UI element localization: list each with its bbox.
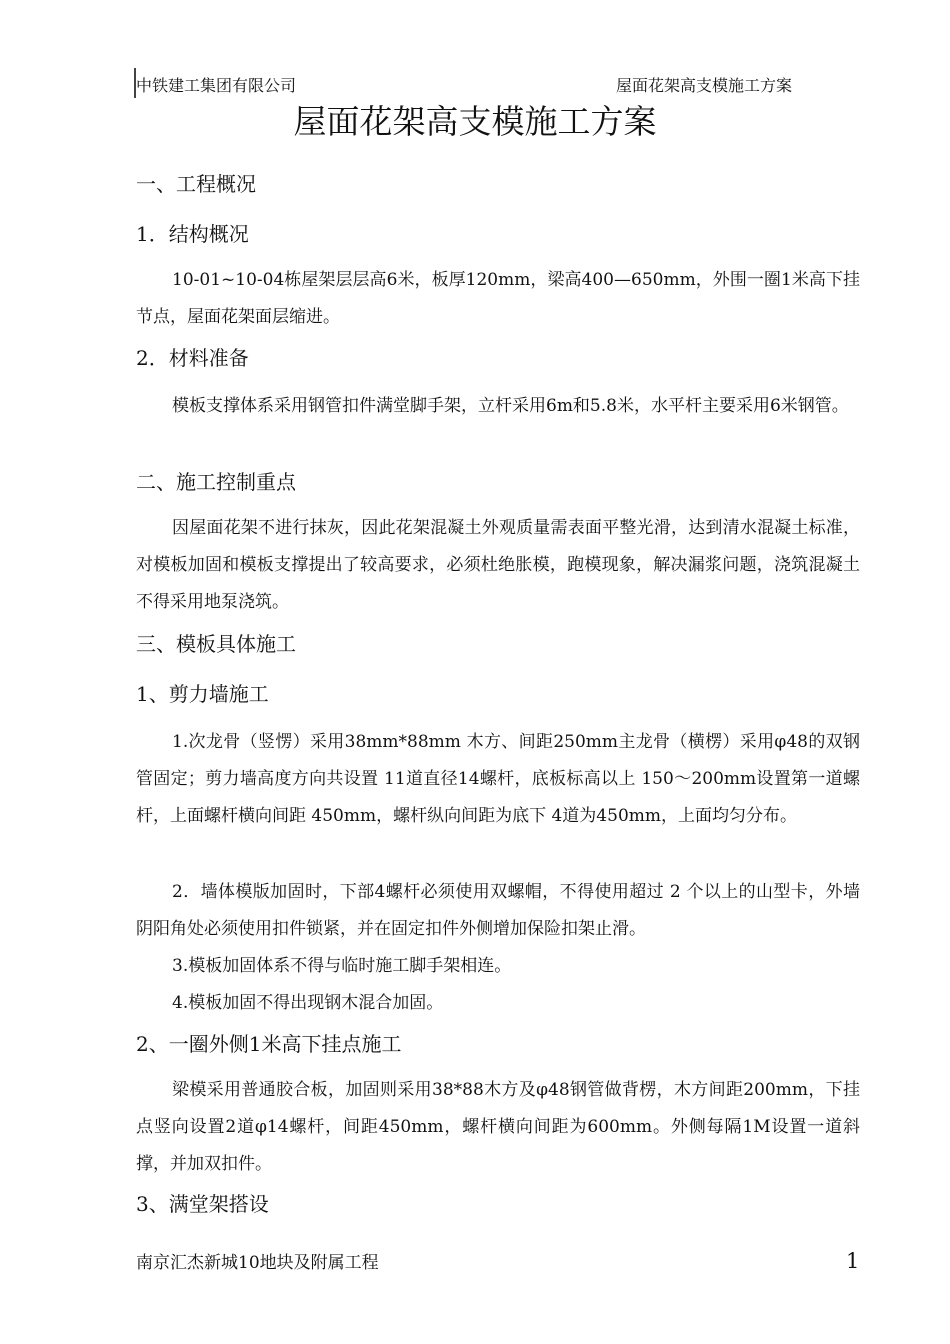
list-item-shear-wall-3: 3.模板加固体系不得与临时施工脚手架相连。 <box>172 956 512 976</box>
subheading-full-scaffold: 3、满堂架搭设 <box>136 1192 269 1216</box>
paragraph-materials: 模板支撑体系采用钢管扣件满堂脚手架，立杆采用6m和5.8米，水平杆主要采用6米钢管。 <box>172 396 849 416</box>
subheading-hanging-point: 2、一圈外侧1米高下挂点施工 <box>136 1032 402 1056</box>
list-item-shear-wall-2: 2．墙体模版加固时，下部4螺杆必须使用双螺帽，不得使用超过 2 个以上的山型卡，外墙阴阳角处必须使用扣件锁紧，并在固定扣件外侧增加保险扣架止滑。 <box>136 882 860 939</box>
section-heading-formwork: 三、模板具体施工 <box>136 632 296 656</box>
subheading-shear-wall: 1、剪力墙施工 <box>136 682 269 706</box>
header-doc-name: 屋面花架高支模施工方案 <box>616 76 793 95</box>
list-item-shear-wall-1: 1.次龙骨（竖愣）采用38mm*88mm 木方、间距250mm主龙骨（横楞）采用φ48的双钢管固定；剪力墙高度方向共设置 11道直径14螺杆，底板标高以上 150～200mm设置第一道螺杆，上面螺杆横向间距 450mm，螺杆纵向间距为底下 4道为450mm，上面均匀分布。 <box>136 732 860 826</box>
subheading-structure: 1．结构概况 <box>136 222 249 246</box>
paragraph-hanging-point: 梁模采用普通胶合板，加固则采用38*88木方及φ48钢管做背楞，木方间距200mm，下挂点竖向设置2道φ14螺杆，间距450mm，螺杆横向间距为600mm。外侧每隔1M设置一道斜撑，并加双扣件。 <box>136 1080 860 1174</box>
list-item-shear-wall-4: 4.模板加固不得出现钢木混合加固。 <box>172 993 444 1013</box>
header-company: 中铁建工集团有限公司 <box>136 76 297 95</box>
page-title: 屋面花架高支模施工方案 <box>293 102 657 141</box>
section-heading-overview: 一、工程概况 <box>136 172 256 196</box>
subheading-materials: 2．材料准备 <box>136 346 249 370</box>
page-number: 1 <box>846 1249 860 1273</box>
paragraph-control-points: 因屋面花架不进行抹灰，因此花架混凝土外观质量需表面平整光滑，达到清水混凝土标准，对模板加固和模板支撑提出了较高要求，必须杜绝胀模，跑模现象，解决漏浆问题，浇筑混凝土不得采用地泵浇筑。 <box>136 518 860 612</box>
section-heading-control-points: 二、施工控制重点 <box>136 470 296 494</box>
footer-project-name: 南京汇杰新城10地块及附属工程 <box>136 1253 379 1273</box>
paragraph-structure: 10-01~10-04栋屋架层层高6米，板厚120mm，梁高400—650mm，外围一圈1米高下挂节点，屋面花架面层缩进。 <box>136 270 860 327</box>
